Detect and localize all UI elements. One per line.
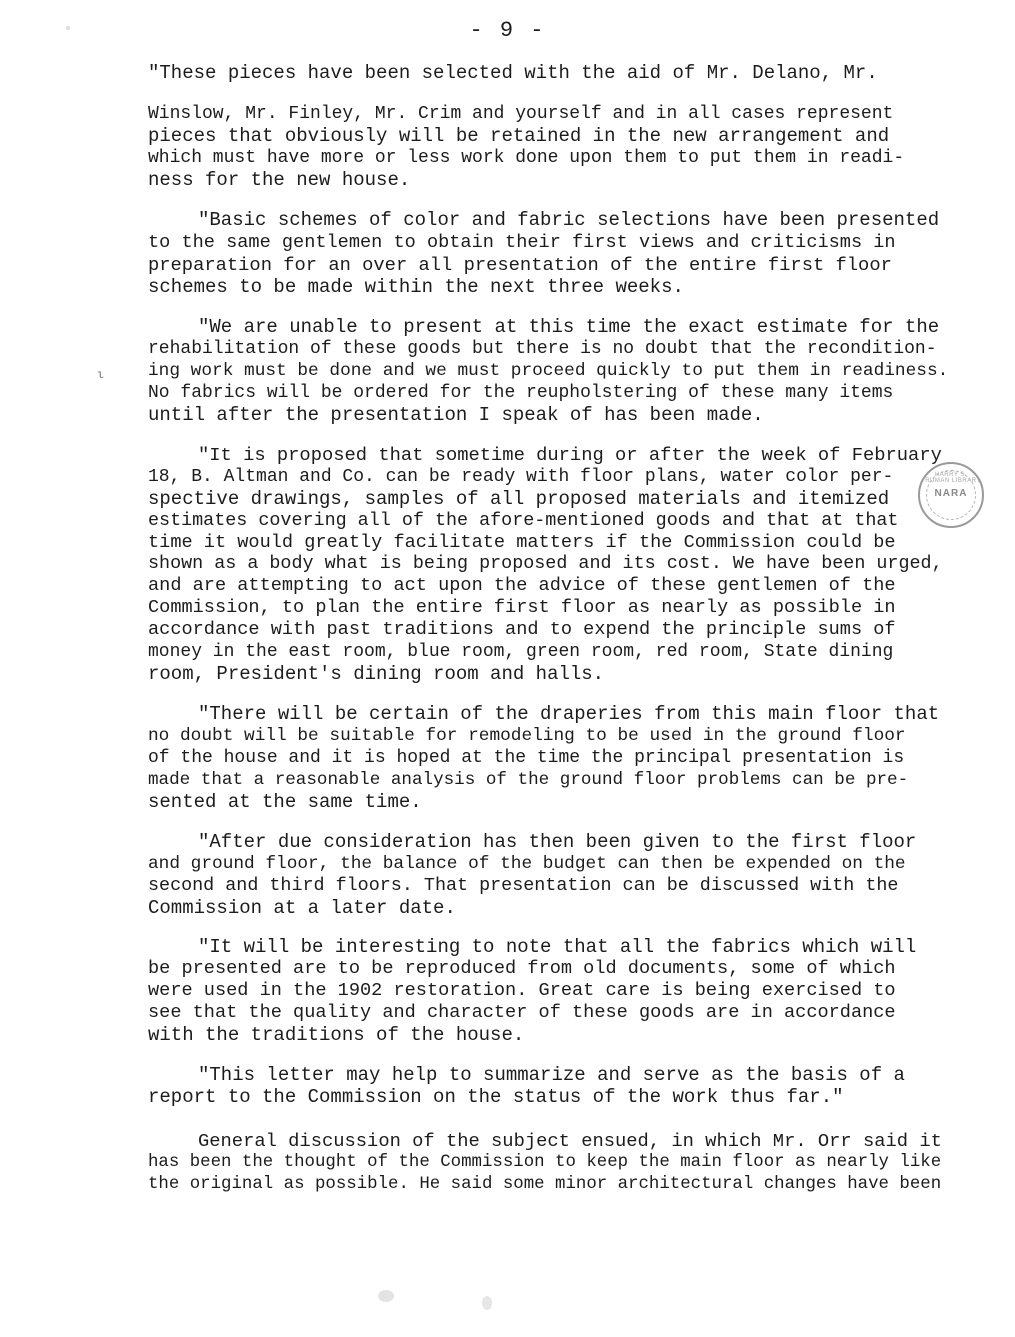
text-line: with the traditions of the house. — [148, 1024, 525, 1046]
text-line: "This letter may help to summarize and serve as the basis of a — [198, 1064, 905, 1086]
text-line: shown as a body what is being proposed and its cost. We have been urged, — [148, 553, 943, 574]
text-line: report to the Commission on the status of the work thus far." — [148, 1086, 844, 1108]
text-line: sented at the same time. — [148, 791, 422, 813]
text-line: second and third floors. That presentation can be discussed with the — [148, 875, 899, 896]
text-line: ness for the new house. — [148, 169, 411, 191]
text-line: see that the quality and character of these goods are in accordance — [148, 1002, 896, 1023]
library-stamp — [918, 462, 984, 528]
text-line: room, President's dining room and halls. — [148, 663, 605, 685]
page-number: - 9 - — [469, 18, 546, 43]
text-line: time it would greatly facilitate matters if the Commission could be — [148, 532, 896, 553]
text-line: rehabilitation of these goods but there is no doubt that the recondition- — [148, 339, 937, 359]
text-line: preparation for an over all presentation of the entire first floor — [148, 254, 892, 276]
stamp-arc-text: HARRY S. TRUMAN LIBRARY — [921, 472, 981, 484]
scan-smudge — [482, 1296, 492, 1310]
scan-smudge — [66, 26, 70, 30]
stamp-center-text: NARA — [934, 488, 968, 499]
text-line: and are attempting to act upon the advice of these gentlemen of the — [148, 575, 896, 596]
text-line: "After due consideration has then been given to the first floor — [198, 831, 917, 853]
text-line: ing work must be done and we must proceed quickly to put them in readiness. — [148, 361, 949, 381]
text-line: schemes to be made within the next three weeks. — [148, 276, 684, 298]
text-line: made that a reasonable analysis of the ground floor problems can be pre- — [148, 770, 909, 790]
text-line: "It will be interesting to note that all the fabrics which will — [198, 936, 917, 958]
text-line: the original as possible. He said some minor architectural changes have been — [148, 1175, 942, 1194]
text-line: has been the thought of the Commission to keep the main floor as nearly like — [148, 1153, 942, 1172]
text-line: money in the east room, blue room, green room, red room, State dining — [148, 642, 894, 662]
text-line: "These pieces have been selected with the aid of Mr. Delano, Mr. — [148, 62, 878, 84]
text-line: estimates covering all of the afore-mentioned goods and that at that — [148, 510, 899, 531]
text-line: accordance with past traditions and to expend the principle sums of — [148, 619, 896, 640]
scan-smudge — [378, 1290, 394, 1302]
text-line: spective drawings, samples of all proposed materials and itemized — [148, 488, 890, 510]
text-line: "There will be certain of the draperies from this main floor that — [198, 703, 940, 725]
text-line: of the house and it is hoped at the time the principal presentation is — [148, 748, 905, 768]
text-line: "We are unable to present at this time the exact estimate for the — [198, 316, 940, 338]
text-line: and ground floor, the balance of the budget can then be expended on the — [148, 854, 906, 874]
text-line: to the same gentlemen to obtain their first views and criticisms in — [148, 232, 896, 253]
text-line: Winslow, Mr. Finley, Mr. Crim and yourself and in all cases represent — [148, 104, 894, 124]
margin-mark: ι — [97, 368, 105, 382]
text-line: until after the presentation I speak of has been made. — [148, 404, 764, 426]
text-line: "It is proposed that sometime during or after the week of February — [198, 444, 942, 466]
text-line: were used in the 1902 restoration. Great care is being exercised to — [148, 980, 896, 1001]
text-line: "Basic schemes of color and fabric selections have been presented — [198, 209, 940, 231]
text-line: which must have more or less work done upon them to put them in readi- — [148, 148, 905, 168]
text-line: Commission at a later date. — [148, 897, 456, 919]
text-line: pieces that obviously will be retained in the new arrangement and — [148, 125, 890, 147]
text-line: be presented are to be reproduced from old documents, some of which — [148, 958, 896, 979]
text-line: no doubt will be suitable for remodeling to be used in the ground floor — [148, 726, 906, 746]
text-line: 18, B. Altman and Co. can be ready with floor plans, water color per- — [148, 467, 894, 487]
text-line: General discussion of the subject ensued, in which Mr. Orr said it — [198, 1130, 942, 1152]
text-line: No fabrics will be ordered for the reupholstering of these many items — [148, 383, 894, 403]
text-line: Commission, to plan the entire first floor as nearly as possible in — [148, 597, 896, 618]
